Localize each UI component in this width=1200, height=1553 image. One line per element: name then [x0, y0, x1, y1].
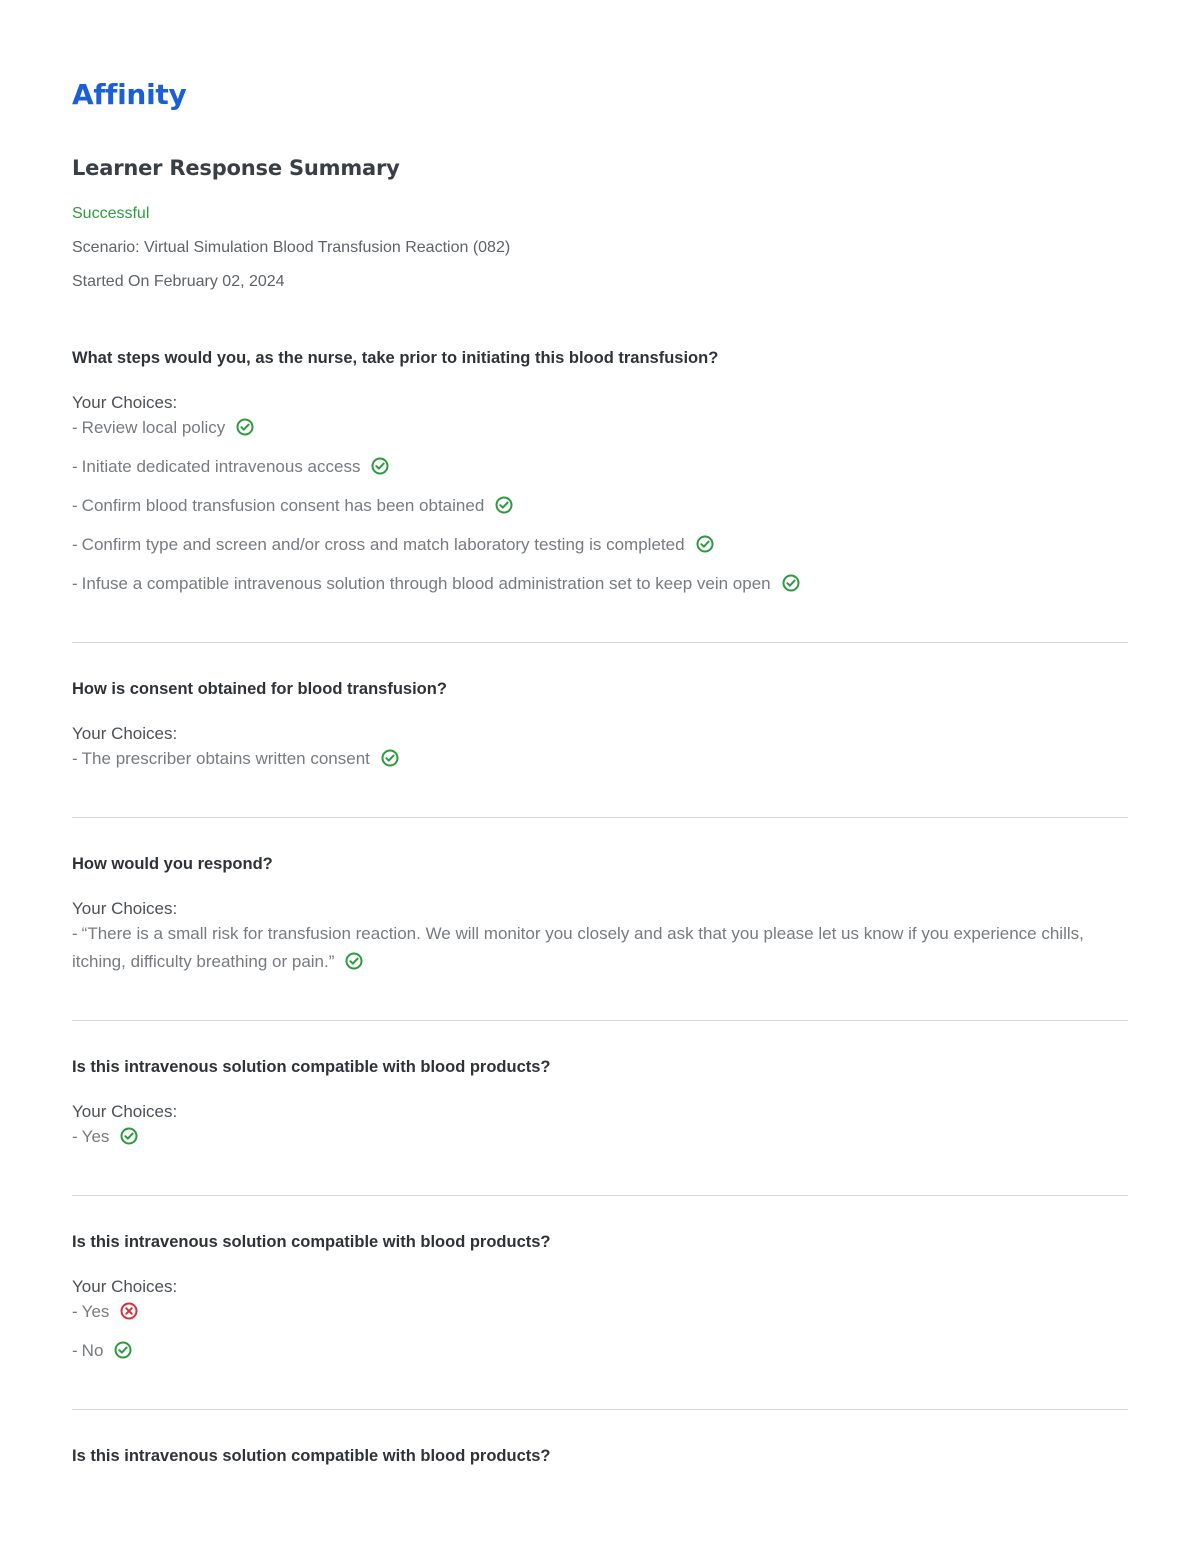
- choice-bullet: -: [72, 1127, 78, 1146]
- choice-text: The prescriber obtains written consent: [81, 749, 370, 768]
- your-choices-label: Your Choices:: [72, 393, 178, 412]
- question-block: [72, 817, 1128, 1020]
- choice-item: [72, 453, 1128, 481]
- choice-bullet: -: [72, 749, 78, 768]
- your-choices-label: Your Choices:: [72, 1102, 178, 1121]
- choice-item: [72, 920, 1128, 976]
- check-circle-icon: [380, 748, 400, 768]
- choice-text: Initiate dedicated intravenous access: [81, 457, 361, 476]
- choice-bullet: -: [72, 574, 78, 593]
- your-choices-label: Your Choices:: [72, 724, 178, 743]
- choice-text: Confirm blood transfusion consent has been obtained: [81, 496, 485, 515]
- choice-bullet: -: [72, 535, 78, 554]
- status-text: Successful: [72, 205, 150, 222]
- check-circle-icon: [370, 456, 390, 476]
- choice-bullet: -: [72, 418, 78, 437]
- choice-item: [72, 492, 1128, 520]
- question-block: [72, 1020, 1128, 1195]
- question-list: [72, 346, 1128, 1534]
- your-choices-label: Your Choices:: [72, 1277, 178, 1296]
- choice-bullet: -: [72, 1302, 78, 1321]
- question-title: Is this intravenous solution compatible with blood products?: [72, 1447, 551, 1465]
- question-title: How would you respond?: [72, 855, 273, 873]
- check-circle-icon: [494, 495, 514, 515]
- choice-bullet: -: [72, 496, 78, 515]
- question-title: What steps would you, as the nurse, take prior to initiating this blood transfusion?: [72, 349, 719, 367]
- check-circle-icon: [781, 573, 801, 593]
- choice-text: Confirm type and screen and/or cross and match laboratory testing is completed: [81, 535, 685, 554]
- choice-text: Yes: [81, 1127, 110, 1146]
- question-block: [72, 642, 1128, 817]
- choice-item: [72, 745, 1128, 773]
- choice-item: [72, 1298, 1128, 1326]
- brand-logo: Affinity: [72, 78, 187, 111]
- choice-item: [72, 1123, 1128, 1151]
- check-circle-icon: [235, 417, 255, 437]
- choice-text: Infuse a compatible intravenous solution through blood administration set to keep vein open: [81, 574, 771, 593]
- choice-bullet: -: [72, 1341, 78, 1360]
- choice-bullet: -: [72, 924, 78, 943]
- check-circle-icon: [344, 951, 364, 971]
- your-choices-label: Your Choices:: [72, 899, 178, 918]
- check-circle-icon: [119, 1126, 139, 1146]
- question-title: Is this intravenous solution compatible with blood products?: [72, 1233, 551, 1251]
- question-title: Is this intravenous solution compatible with blood products?: [72, 1058, 551, 1076]
- started-date-text: Started On February 02, 2024: [72, 273, 285, 290]
- choice-item: [72, 1337, 1128, 1365]
- question-block: [72, 346, 1128, 642]
- check-circle-icon: [695, 534, 715, 554]
- page-title: Learner Response Summary: [72, 156, 400, 180]
- choice-text: Yes: [81, 1302, 110, 1321]
- choice-item: [72, 414, 1128, 442]
- question-block: [72, 1195, 1128, 1409]
- question-title: How is consent obtained for blood transfusion?: [72, 680, 447, 698]
- check-circle-icon: [113, 1340, 133, 1360]
- choice-text: “There is a small risk for transfusion reaction. We will monitor you closely and ask that you please let us know if you experience chills, itching, difficulty breathing or pain.”: [72, 924, 1084, 971]
- x-circle-icon: [119, 1301, 139, 1321]
- choice-text: Review local policy: [81, 418, 226, 437]
- choice-item: [72, 570, 1128, 598]
- choice-item: [72, 531, 1128, 559]
- choice-text: No: [81, 1341, 104, 1360]
- question-block: [72, 1409, 1128, 1534]
- choice-bullet: -: [72, 457, 78, 476]
- scenario-text: Scenario: Virtual Simulation Blood Transfusion Reaction (082): [72, 239, 511, 256]
